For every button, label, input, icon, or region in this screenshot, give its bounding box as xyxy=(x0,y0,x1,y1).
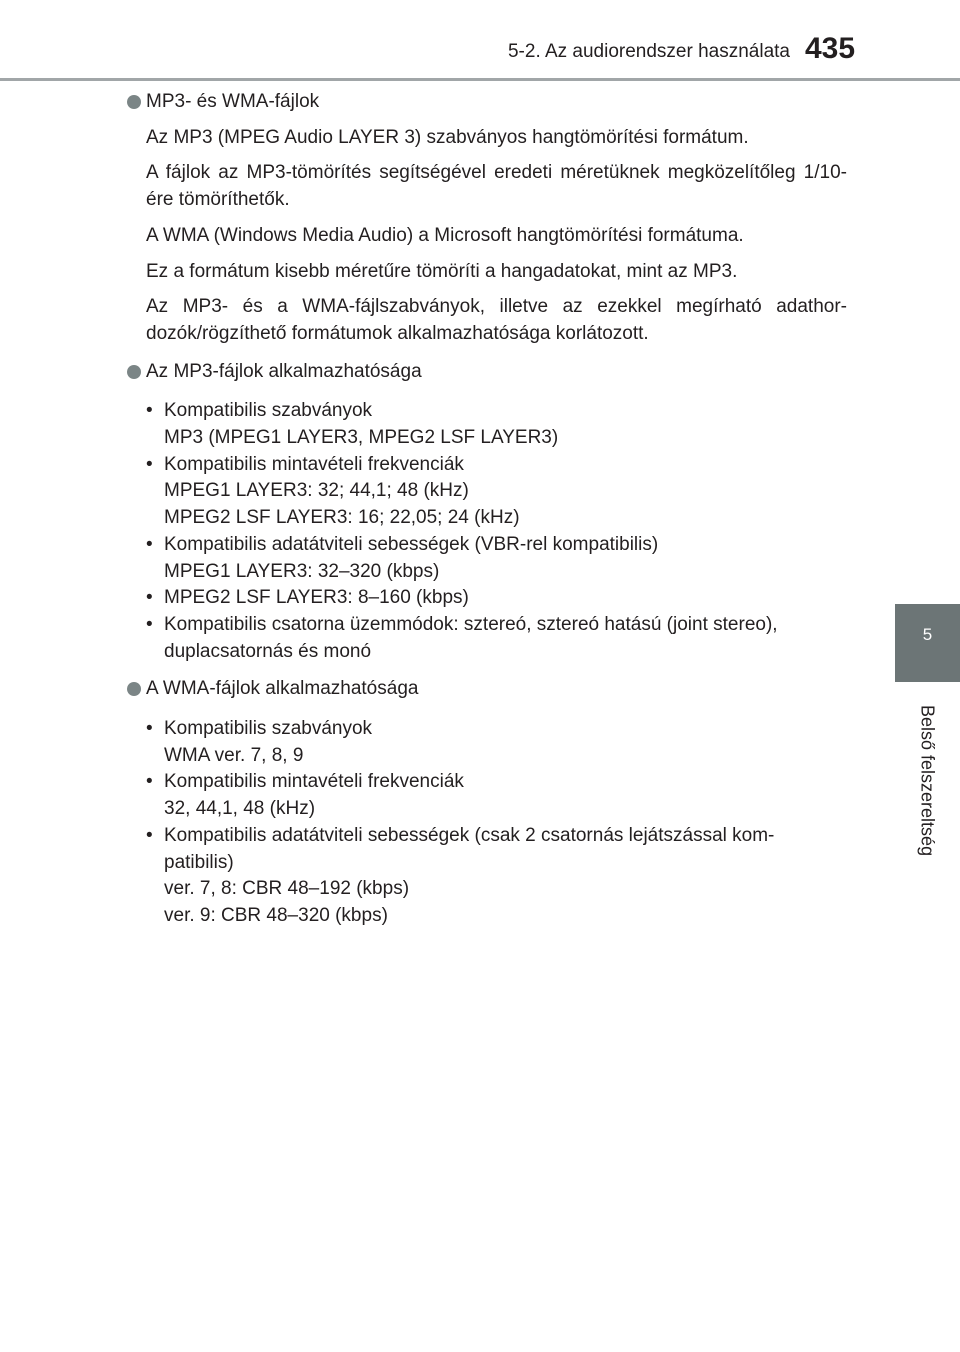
bullet-list xyxy=(127,398,847,665)
list-item-line: Kompatibilis szabványok xyxy=(164,718,373,740)
paragraph: A WMA (Windows Media Audio) a Microsoft hangtömörítési formátuma. xyxy=(146,224,744,246)
list-item-line: ver. 7, 8: CBR 48–192 (kbps) xyxy=(164,878,410,900)
page-content xyxy=(127,89,847,930)
list-bullet-icon: • xyxy=(146,587,153,609)
list-bullet-icon: • xyxy=(146,613,153,635)
paragraph: Ez a formátum kisebb méretűre tömöríti a hangadatokat, mint az MP3. xyxy=(146,260,738,282)
list-item-line: Kompatibilis adatátviteli sebességek (VBR-rel kompatibilis) xyxy=(164,533,659,555)
section-heading-text: A WMA-fájlok alkalmazhatósága xyxy=(146,678,419,700)
list-item-line: MPEG1 LAYER3: 32–320 (kbps) xyxy=(164,560,440,582)
list-bullet-icon: • xyxy=(146,824,153,846)
list-item-line: Kompatibilis adatátviteli sebességek (csak 2 csatornás lejátszással kom- patibilis) xyxy=(164,824,775,873)
list-item-line: Kompatibilis mintavételi frekvenciák xyxy=(164,771,464,793)
list-item-line: ver. 9: CBR 48–320 (kbps) xyxy=(164,904,388,926)
list-item-line: WMA ver. 7, 8, 9 xyxy=(164,744,304,766)
header-divider xyxy=(0,78,960,81)
running-header-title: 5-2. Az audiorendszer használata xyxy=(507,41,790,62)
chapter-tab xyxy=(895,604,960,682)
list-item-line: MP3 (MPEG1 LAYER3, MPEG2 LSF LAYER3) xyxy=(164,427,559,449)
list-item-line: MPEG2 LSF LAYER3: 16; 22,05; 24 (kHz) xyxy=(164,507,520,529)
list-item xyxy=(146,612,847,665)
list-bullet-icon: • xyxy=(146,771,153,793)
heading-bullet-icon xyxy=(127,95,141,109)
heading-bullet-icon xyxy=(127,682,141,696)
chapter-label: Belső felszereltség xyxy=(917,705,938,857)
list-item-line: MPEG1 LAYER3: 32; 44,1; 48 (kHz) xyxy=(164,480,469,502)
list-item-line: Kompatibilis csatorna üzemmódok: sztereó, sztereó hatású (joint stereo), duplacsatornás és monó xyxy=(164,613,778,662)
list-item-line: Kompatibilis szabványok xyxy=(164,400,373,422)
section-heading xyxy=(127,676,847,703)
page-number: 435 xyxy=(805,32,856,65)
list-bullet-icon: • xyxy=(146,718,153,740)
list-item xyxy=(146,532,847,585)
chapter-number: 5 xyxy=(922,625,933,644)
list-item-line: 32, 44,1, 48 (kHz) xyxy=(164,798,316,820)
list-item xyxy=(146,769,847,822)
bullet-list xyxy=(127,716,847,930)
section-heading xyxy=(127,359,847,386)
section-heading-text: MP3- és WMA-fájlok xyxy=(146,91,320,112)
list-bullet-icon: • xyxy=(146,453,153,475)
list-item-line: MPEG2 LSF LAYER3: 8–160 (kbps) xyxy=(164,587,469,609)
section-heading-text: Az MP3-fájlok alkalmazhatósága xyxy=(146,360,422,382)
list-item xyxy=(146,823,847,930)
list-bullet-icon: • xyxy=(146,533,153,555)
paragraph: Az MP3 (MPEG Audio LAYER 3) szabványos hangtömörítési formátum. xyxy=(146,126,749,148)
heading-bullet-icon xyxy=(127,365,141,379)
section-heading xyxy=(127,89,847,116)
list-item xyxy=(146,585,847,612)
list-bullet-icon: • xyxy=(146,400,153,422)
list-item xyxy=(146,452,847,532)
paragraph: Az MP3- és a WMA-fájlszabványok, illetve az ezekkel megírható adathor- dozók/rögzíthető formátumok alkalmazhatósága korlátozott. xyxy=(146,296,847,344)
list-item xyxy=(146,716,847,769)
list-item-line: Kompatibilis mintavételi frekvenciák xyxy=(164,453,464,475)
paragraph: A fájlok az MP3-tömörítés segítségével eredeti méretüknek megközelítőleg 1/10-ére tömöríthetők. xyxy=(146,162,847,211)
list-item xyxy=(146,398,847,451)
